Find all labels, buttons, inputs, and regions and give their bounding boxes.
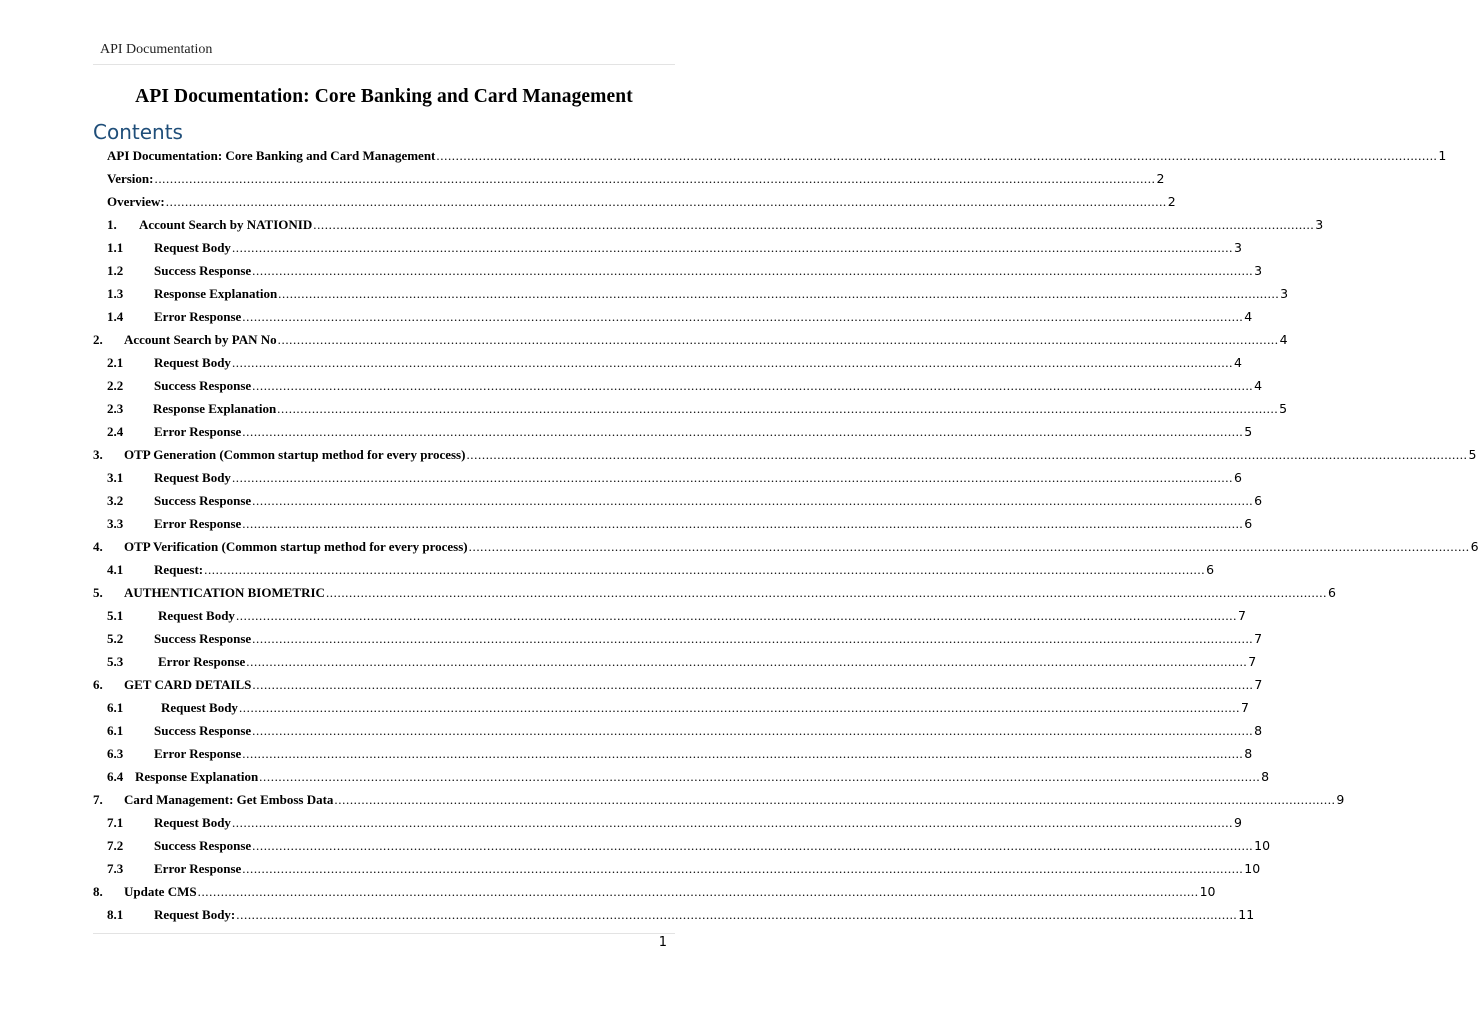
toc-entry-page: 6: [1206, 562, 1215, 577]
toc-entry-label: Account Search by PAN No: [124, 332, 277, 347]
page-footer: [93, 933, 675, 954]
toc-entry-number: 2.3: [107, 401, 124, 416]
toc-entry-page: 5: [1468, 447, 1477, 462]
toc-entry[interactable]: [107, 698, 1249, 718]
toc-entry-label: Error Response: [154, 746, 242, 761]
toc-entry-label: Request Body: [154, 815, 231, 830]
toc-entry-label: Request Body: [161, 700, 238, 715]
toc-entry[interactable]: [93, 790, 1345, 810]
toc-entry-page: 3: [1233, 240, 1242, 255]
toc-entry-page: 6: [1470, 539, 1479, 554]
toc-entry[interactable]: [93, 583, 1336, 603]
toc-entry[interactable]: [93, 537, 1479, 557]
toc-entry-number: 4.: [93, 539, 103, 554]
toc-entry-page: 8: [1254, 723, 1263, 738]
toc-entry-label: OTP Verification (Common startup method for every process): [124, 539, 468, 554]
toc-entry[interactable]: [93, 330, 1288, 350]
toc-entry[interactable]: [107, 376, 1263, 396]
toc-entry-number: 2.4: [107, 424, 124, 439]
toc-entry-label: Card Management: Get Emboss Data: [124, 792, 334, 807]
header-text: API Documentation: [100, 42, 213, 57]
toc-entry[interactable]: [107, 744, 1253, 764]
toc-entry[interactable]: [107, 813, 1242, 833]
toc-entry[interactable]: [107, 491, 1263, 511]
toc-entry[interactable]: [107, 146, 1447, 166]
toc-entry-page: 9: [1233, 815, 1242, 830]
toc-entry-label: Request Body:: [154, 907, 236, 922]
toc-dot-leader: ....................................................................................................................................................................................................................................................................: [277, 332, 1279, 347]
toc-entry[interactable]: [93, 882, 1216, 902]
toc-entry-page: 3: [1254, 263, 1263, 278]
toc-dot-leader: ....................................................................................................................................................................................................................................................................: [252, 493, 1254, 508]
toc-entry-number: 3.3: [107, 516, 124, 531]
toc-entry-label: OTP Generation (Common startup method for every process): [124, 447, 466, 462]
toc-entry-label: Error Response: [154, 424, 242, 439]
toc-entry[interactable]: [107, 652, 1257, 672]
toc-dot-leader: ....................................................................................................................................................................................................................................................................: [165, 194, 1167, 209]
toc-entry-number: 7.: [93, 792, 103, 807]
toc-dot-leader: ....................................................................................................................................................................................................................................................................: [334, 792, 1336, 807]
toc-entry-number: 3.2: [107, 493, 124, 508]
toc-dot-leader: ....................................................................................................................................................................................................................................................................: [252, 263, 1254, 278]
toc-dot-leader: ....................................................................................................................................................................................................................................................................: [436, 148, 1438, 163]
toc-entry-number: 1.4: [107, 309, 124, 324]
toc-entry-number: 2.2: [107, 378, 124, 393]
toc-entry[interactable]: [107, 399, 1288, 419]
toc-entry[interactable]: [93, 675, 1263, 695]
toc-dot-leader: ....................................................................................................................................................................................................................................................................: [231, 240, 1233, 255]
toc-entry-page: 10: [1244, 861, 1261, 876]
toc-dot-leader: ....................................................................................................................................................................................................................................................................: [278, 286, 1280, 301]
toc-entry[interactable]: [107, 514, 1253, 534]
toc-entry-number: 5.2: [107, 631, 124, 646]
toc-entry[interactable]: [107, 422, 1253, 442]
toc-dot-leader: ....................................................................................................................................................................................................................................................................: [242, 746, 1244, 761]
toc-entry-number: 5.1: [107, 608, 124, 623]
toc-entry[interactable]: [107, 629, 1263, 649]
toc-entry-number: 7.3: [107, 861, 124, 876]
toc-entry-label: Account Search by NATIONID: [139, 217, 313, 232]
toc-dot-leader: ....................................................................................................................................................................................................................................................................: [242, 309, 1244, 324]
toc-entry-label: Request:: [154, 562, 204, 577]
toc-entry-number: 6.1: [107, 723, 124, 738]
toc-entry-page: 4: [1279, 332, 1288, 347]
toc-entry-number: 2.1: [107, 355, 124, 370]
toc-dot-leader: ....................................................................................................................................................................................................................................................................: [154, 171, 1156, 186]
toc-entry-page: 4: [1233, 355, 1242, 370]
toc-entry-page: 3: [1280, 286, 1289, 301]
toc-entry[interactable]: [107, 353, 1242, 373]
toc-entry-label: Request Body: [158, 608, 235, 623]
toc-entry-number: 3.: [93, 447, 103, 462]
toc-entry-number: 5.3: [107, 654, 124, 669]
toc-entry[interactable]: [107, 606, 1246, 626]
toc-entry-number: 1.: [107, 217, 117, 232]
toc-dot-leader: ....................................................................................................................................................................................................................................................................: [204, 562, 1206, 577]
toc-dot-leader: ....................................................................................................................................................................................................................................................................: [277, 401, 1279, 416]
toc-dot-leader: ....................................................................................................................................................................................................................................................................: [466, 447, 1468, 462]
toc-dot-leader: ....................................................................................................................................................................................................................................................................: [252, 677, 1254, 692]
toc-entry-page: 6: [1244, 516, 1253, 531]
toc-entry-page: 6: [1254, 493, 1263, 508]
toc-entry-page: 4: [1254, 378, 1263, 393]
toc-entry[interactable]: [107, 261, 1263, 281]
toc-entry-label: Success Response: [154, 838, 252, 853]
toc-entry-number: 6.3: [107, 746, 124, 761]
toc-entry-number: 3.1: [107, 470, 124, 485]
toc-entry[interactable]: [107, 721, 1263, 741]
toc-dot-leader: ....................................................................................................................................................................................................................................................................: [242, 861, 1244, 876]
toc-entry-page: 4: [1244, 309, 1253, 324]
toc-dot-leader: ....................................................................................................................................................................................................................................................................: [246, 654, 1248, 669]
toc-entry-page: 1: [1438, 148, 1447, 163]
toc-entry-page: 10: [1199, 884, 1216, 899]
toc-entry-label: AUTHENTICATION BIOMETRIC: [124, 585, 325, 600]
toc-entry-page: 6: [1327, 585, 1336, 600]
toc-entry-number: 8.1: [107, 907, 124, 922]
toc-entry-number: 2.: [93, 332, 103, 347]
toc-dot-leader: ....................................................................................................................................................................................................................................................................: [259, 769, 1261, 784]
toc-dot-leader: ....................................................................................................................................................................................................................................................................: [325, 585, 1327, 600]
toc-entry-page: 10: [1254, 838, 1271, 853]
toc-dot-leader: ....................................................................................................................................................................................................................................................................: [231, 355, 1233, 370]
toc-entry-label: Request Body: [154, 470, 231, 485]
toc-entry-label: Error Response: [158, 654, 246, 669]
toc-entry-number: 7.1: [107, 815, 124, 830]
toc-dot-leader: ....................................................................................................................................................................................................................................................................: [235, 608, 1237, 623]
toc-entry-page: 7: [1254, 677, 1263, 692]
toc-entry-label: Version:: [107, 171, 154, 186]
toc-entry-number: 8.: [93, 884, 103, 899]
toc-entry-page: 7: [1248, 654, 1257, 669]
toc-dot-leader: ....................................................................................................................................................................................................................................................................: [313, 217, 1315, 232]
toc-entry-label: Success Response: [154, 263, 252, 278]
toc-entry-page: 3: [1315, 217, 1324, 232]
toc-dot-leader: ....................................................................................................................................................................................................................................................................: [236, 907, 1238, 922]
toc-dot-leader: ....................................................................................................................................................................................................................................................................: [238, 700, 1240, 715]
toc-entry-page: 11: [1238, 907, 1255, 922]
toc-entry[interactable]: [93, 445, 1477, 465]
toc-entry-label: Overview:: [107, 194, 165, 209]
toc-entry[interactable]: [107, 238, 1242, 258]
toc-dot-leader: ....................................................................................................................................................................................................................................................................: [252, 378, 1254, 393]
toc-entry-label: Error Response: [154, 861, 242, 876]
toc-entry-label: Response Explanation: [135, 769, 259, 784]
toc-entry-label: Success Response: [154, 723, 252, 738]
toc-entry[interactable]: [107, 192, 1176, 212]
toc-entry-number: 6.1: [107, 700, 124, 715]
toc-dot-leader: ....................................................................................................................................................................................................................................................................: [197, 884, 1199, 899]
toc-dot-leader: ....................................................................................................................................................................................................................................................................: [242, 424, 1244, 439]
toc-dot-leader: ....................................................................................................................................................................................................................................................................: [242, 516, 1244, 531]
toc-entry-page: 7: [1240, 700, 1249, 715]
toc-entry-label: Request Body: [154, 355, 231, 370]
toc-entry[interactable]: [107, 215, 1324, 235]
toc-entry-page: 2: [1167, 194, 1176, 209]
document-title: API Documentation: Core Banking and Card Management: [135, 86, 633, 107]
toc-entry[interactable]: [107, 767, 1270, 787]
toc-entry[interactable]: [107, 169, 1165, 189]
toc-entry-page: 7: [1237, 608, 1246, 623]
toc-entry[interactable]: [107, 307, 1253, 327]
toc-entry-label: Update CMS: [124, 884, 197, 899]
toc-entry-number: 5.: [93, 585, 103, 600]
toc-dot-leader: ....................................................................................................................................................................................................................................................................: [231, 815, 1233, 830]
toc-entry-label: Success Response: [154, 378, 252, 393]
toc-entry-label: Request Body: [154, 240, 231, 255]
toc-entry[interactable]: [107, 905, 1255, 925]
toc-dot-leader: ....................................................................................................................................................................................................................................................................: [252, 838, 1254, 853]
toc-entry-label: Response Explanation: [153, 401, 277, 416]
toc-entry[interactable]: [107, 836, 1271, 856]
toc-entry-number: 1.2: [107, 263, 124, 278]
toc-entry[interactable]: [107, 284, 1289, 304]
toc-entry-page: 5: [1244, 424, 1253, 439]
contents-heading: Contents: [93, 120, 183, 144]
toc-entry-label: GET CARD DETAILS: [124, 677, 252, 692]
toc-entry[interactable]: [107, 468, 1242, 488]
toc-entry-page: 8: [1244, 746, 1253, 761]
toc-entry-number: 1.1: [107, 240, 124, 255]
footer-page-number: 1: [658, 935, 667, 950]
toc-dot-leader: ....................................................................................................................................................................................................................................................................: [252, 631, 1254, 646]
toc-entry-number: 4.1: [107, 562, 124, 577]
toc-entry-label: Success Response: [154, 493, 252, 508]
toc-entry[interactable]: [107, 859, 1261, 879]
toc-entry[interactable]: [107, 560, 1215, 580]
toc-entry-label: Response Explanation: [154, 286, 278, 301]
toc-entry-page: 9: [1336, 792, 1345, 807]
toc-entry-number: 7.2: [107, 838, 124, 853]
toc-entry-page: 6: [1233, 470, 1242, 485]
toc-dot-leader: ....................................................................................................................................................................................................................................................................: [252, 723, 1254, 738]
toc-entry-number: 1.3: [107, 286, 124, 301]
toc-entry-label: Error Response: [154, 516, 242, 531]
toc-entry-page: 2: [1156, 171, 1165, 186]
toc-entry-number: 6.4: [107, 769, 124, 784]
toc-dot-leader: ....................................................................................................................................................................................................................................................................: [468, 539, 1470, 554]
toc-dot-leader: ....................................................................................................................................................................................................................................................................: [231, 470, 1233, 485]
toc-entry-number: 6.: [93, 677, 103, 692]
toc-entry-label: Success Response: [154, 631, 252, 646]
toc-entry-page: 8: [1261, 769, 1270, 784]
toc-entry-label: API Documentation: Core Banking and Card Management: [107, 148, 436, 163]
toc-entry-page: 7: [1254, 631, 1263, 646]
toc-entry-label: Error Response: [154, 309, 242, 324]
toc-entry-page: 5: [1279, 401, 1288, 416]
